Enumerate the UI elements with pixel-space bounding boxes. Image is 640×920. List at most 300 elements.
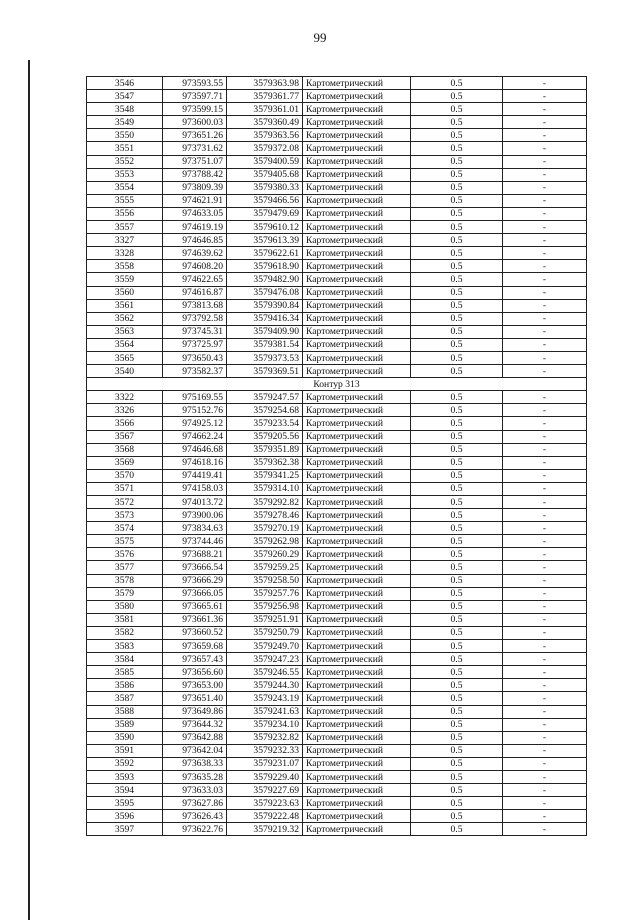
- contour-heading-row: [87, 378, 587, 391]
- y-coordinate-cell: 3579232.33: [227, 744, 303, 757]
- point-number-cell: 3597: [87, 823, 163, 836]
- precision-cell: 0.5: [411, 548, 503, 561]
- method-cell: Картометрический: [303, 391, 411, 404]
- point-number-cell: 3327: [87, 234, 163, 247]
- method-cell: Картометрический: [303, 731, 411, 744]
- x-coordinate-cell: 973660.52: [163, 626, 227, 639]
- method-cell: Картометрический: [303, 168, 411, 181]
- table-row: [87, 247, 587, 260]
- precision-cell: 0.5: [411, 718, 503, 731]
- y-coordinate-cell: 3579257.76: [227, 587, 303, 600]
- y-coordinate-cell: 3579232.82: [227, 731, 303, 744]
- y-coordinate-cell: 3579222.48: [227, 810, 303, 823]
- y-coordinate-cell: 3579258.50: [227, 574, 303, 587]
- note-cell: -: [503, 273, 587, 286]
- note-cell: -: [503, 443, 587, 456]
- table-row: [87, 207, 587, 220]
- point-number-cell: 3573: [87, 509, 163, 522]
- method-cell: Картометрический: [303, 129, 411, 142]
- method-cell: Картометрический: [303, 482, 411, 495]
- x-coordinate-cell: 973657.43: [163, 653, 227, 666]
- point-number-cell: 3575: [87, 535, 163, 548]
- point-number-cell: 3583: [87, 640, 163, 653]
- x-coordinate-cell: 974621.91: [163, 194, 227, 207]
- y-coordinate-cell: 3579363.56: [227, 129, 303, 142]
- x-coordinate-cell: 973649.86: [163, 705, 227, 718]
- x-coordinate-cell: 975169.55: [163, 391, 227, 404]
- table-row: [87, 522, 587, 535]
- y-coordinate-cell: 3579278.46: [227, 509, 303, 522]
- y-coordinate-cell: 3579416.34: [227, 312, 303, 325]
- precision-cell: 0.5: [411, 90, 503, 103]
- method-cell: Картометрический: [303, 155, 411, 168]
- table-row: [87, 640, 587, 653]
- point-number-cell: 3326: [87, 404, 163, 417]
- method-cell: Картометрический: [303, 600, 411, 613]
- coordinates-table: [86, 76, 587, 836]
- method-cell: Картометрический: [303, 325, 411, 338]
- table-row: [87, 338, 587, 351]
- note-cell: -: [503, 561, 587, 574]
- table-row: [87, 535, 587, 548]
- x-coordinate-cell: 973599.15: [163, 103, 227, 116]
- table-row: [87, 784, 587, 797]
- method-cell: Картометрический: [303, 705, 411, 718]
- precision-cell: 0.5: [411, 194, 503, 207]
- point-number-cell: 3565: [87, 351, 163, 364]
- table-row: [87, 155, 587, 168]
- y-coordinate-cell: 3579341.25: [227, 469, 303, 482]
- contour-title: Контур 313: [87, 378, 587, 391]
- table-row: [87, 482, 587, 495]
- y-coordinate-cell: 3579262.98: [227, 535, 303, 548]
- point-number-cell: 3595: [87, 797, 163, 810]
- y-coordinate-cell: 3579613.39: [227, 234, 303, 247]
- table-row: [87, 103, 587, 116]
- y-coordinate-cell: 3579372.08: [227, 142, 303, 155]
- y-coordinate-cell: 3579243.19: [227, 692, 303, 705]
- precision-cell: 0.5: [411, 351, 503, 364]
- y-coordinate-cell: 3579400.59: [227, 155, 303, 168]
- method-cell: Картометрический: [303, 640, 411, 653]
- table-row: [87, 365, 587, 378]
- method-cell: Картометрический: [303, 496, 411, 509]
- note-cell: -: [503, 417, 587, 430]
- table-row: [87, 325, 587, 338]
- point-number-cell: 3582: [87, 626, 163, 639]
- x-coordinate-cell: 974419.41: [163, 469, 227, 482]
- note-cell: -: [503, 692, 587, 705]
- point-number-cell: 3566: [87, 417, 163, 430]
- y-coordinate-cell: 3579409.90: [227, 325, 303, 338]
- method-cell: Картометрический: [303, 299, 411, 312]
- note-cell: -: [503, 600, 587, 613]
- table-row: [87, 181, 587, 194]
- note-cell: -: [503, 194, 587, 207]
- note-cell: -: [503, 168, 587, 181]
- point-number-cell: 3546: [87, 77, 163, 90]
- x-coordinate-cell: 974608.20: [163, 260, 227, 273]
- x-coordinate-cell: 974633.05: [163, 207, 227, 220]
- precision-cell: 0.5: [411, 496, 503, 509]
- y-coordinate-cell: 3579405.68: [227, 168, 303, 181]
- point-number-cell: 3593: [87, 770, 163, 783]
- y-coordinate-cell: 3579247.23: [227, 653, 303, 666]
- note-cell: -: [503, 325, 587, 338]
- y-coordinate-cell: 3579351.89: [227, 443, 303, 456]
- table-row: [87, 168, 587, 181]
- x-coordinate-cell: 973813.68: [163, 299, 227, 312]
- table-row: [87, 705, 587, 718]
- point-number-cell: 3587: [87, 692, 163, 705]
- method-cell: Картометрический: [303, 312, 411, 325]
- method-cell: Картометрический: [303, 810, 411, 823]
- method-cell: Картометрический: [303, 613, 411, 626]
- x-coordinate-cell: 973688.21: [163, 548, 227, 561]
- y-coordinate-cell: 3579249.70: [227, 640, 303, 653]
- x-coordinate-cell: 973642.88: [163, 731, 227, 744]
- note-cell: -: [503, 705, 587, 718]
- point-number-cell: 3571: [87, 482, 163, 495]
- table-row: [87, 417, 587, 430]
- point-number-cell: 3540: [87, 365, 163, 378]
- table-row: [87, 548, 587, 561]
- point-number-cell: 3550: [87, 129, 163, 142]
- note-cell: -: [503, 731, 587, 744]
- method-cell: Картометрический: [303, 116, 411, 129]
- precision-cell: 0.5: [411, 692, 503, 705]
- x-coordinate-cell: 973666.54: [163, 561, 227, 574]
- method-cell: Картометрический: [303, 181, 411, 194]
- x-coordinate-cell: 973622.76: [163, 823, 227, 836]
- table-row: [87, 469, 587, 482]
- precision-cell: 0.5: [411, 679, 503, 692]
- point-number-cell: 3569: [87, 456, 163, 469]
- point-number-cell: 3551: [87, 142, 163, 155]
- point-number-cell: 3328: [87, 247, 163, 260]
- precision-cell: 0.5: [411, 221, 503, 234]
- precision-cell: 0.5: [411, 168, 503, 181]
- note-cell: -: [503, 548, 587, 561]
- note-cell: -: [503, 404, 587, 417]
- y-coordinate-cell: 3579227.69: [227, 784, 303, 797]
- precision-cell: 0.5: [411, 129, 503, 142]
- note-cell: -: [503, 613, 587, 626]
- method-cell: Картометрический: [303, 417, 411, 430]
- y-coordinate-cell: 3579250.79: [227, 626, 303, 639]
- y-coordinate-cell: 3579234.10: [227, 718, 303, 731]
- note-cell: -: [503, 77, 587, 90]
- note-cell: -: [503, 365, 587, 378]
- precision-cell: 0.5: [411, 181, 503, 194]
- table-row: [87, 600, 587, 613]
- precision-cell: 0.5: [411, 522, 503, 535]
- note-cell: -: [503, 784, 587, 797]
- x-coordinate-cell: 973651.26: [163, 129, 227, 142]
- method-cell: Картометрический: [303, 338, 411, 351]
- method-cell: Картометрический: [303, 273, 411, 286]
- table-row: [87, 299, 587, 312]
- x-coordinate-cell: 973626.43: [163, 810, 227, 823]
- y-coordinate-cell: 3579466.56: [227, 194, 303, 207]
- method-cell: Картометрический: [303, 260, 411, 273]
- note-cell: -: [503, 496, 587, 509]
- y-coordinate-cell: 3579244.30: [227, 679, 303, 692]
- table-row: [87, 273, 587, 286]
- y-coordinate-cell: 3579476.08: [227, 286, 303, 299]
- point-number-cell: 3596: [87, 810, 163, 823]
- x-coordinate-cell: 973644.32: [163, 718, 227, 731]
- method-cell: Картометрический: [303, 351, 411, 364]
- note-cell: -: [503, 103, 587, 116]
- note-cell: -: [503, 469, 587, 482]
- point-number-cell: 3555: [87, 194, 163, 207]
- precision-cell: 0.5: [411, 273, 503, 286]
- y-coordinate-cell: 3579260.29: [227, 548, 303, 561]
- x-coordinate-cell: 973656.60: [163, 666, 227, 679]
- precision-cell: 0.5: [411, 640, 503, 653]
- note-cell: -: [503, 116, 587, 129]
- x-coordinate-cell: 974158.03: [163, 482, 227, 495]
- point-number-cell: 3563: [87, 325, 163, 338]
- x-coordinate-cell: 975152.76: [163, 404, 227, 417]
- method-cell: Картометрический: [303, 666, 411, 679]
- x-coordinate-cell: 974622.65: [163, 273, 227, 286]
- point-number-cell: 3562: [87, 312, 163, 325]
- y-coordinate-cell: 3579618.90: [227, 260, 303, 273]
- table-row: [87, 260, 587, 273]
- precision-cell: 0.5: [411, 600, 503, 613]
- point-number-cell: 3591: [87, 744, 163, 757]
- method-cell: Картометрический: [303, 286, 411, 299]
- point-number-cell: 3557: [87, 221, 163, 234]
- table-row: [87, 312, 587, 325]
- point-number-cell: 3322: [87, 391, 163, 404]
- precision-cell: 0.5: [411, 77, 503, 90]
- y-coordinate-cell: 3579233.54: [227, 417, 303, 430]
- x-coordinate-cell: 974646.68: [163, 443, 227, 456]
- y-coordinate-cell: 3579610.12: [227, 221, 303, 234]
- precision-cell: 0.5: [411, 325, 503, 338]
- method-cell: Картометрический: [303, 365, 411, 378]
- x-coordinate-cell: 973633.03: [163, 784, 227, 797]
- point-number-cell: 3547: [87, 90, 163, 103]
- method-cell: Картометрический: [303, 692, 411, 705]
- point-number-cell: 3568: [87, 443, 163, 456]
- note-cell: -: [503, 312, 587, 325]
- note-cell: -: [503, 391, 587, 404]
- precision-cell: 0.5: [411, 626, 503, 639]
- x-coordinate-cell: 973725.97: [163, 338, 227, 351]
- note-cell: -: [503, 810, 587, 823]
- y-coordinate-cell: 3579314.10: [227, 482, 303, 495]
- precision-cell: 0.5: [411, 757, 503, 770]
- precision-cell: 0.5: [411, 299, 503, 312]
- y-coordinate-cell: 3579256.98: [227, 600, 303, 613]
- table-row: [87, 770, 587, 783]
- table-row: [87, 509, 587, 522]
- x-coordinate-cell: 974662.24: [163, 430, 227, 443]
- y-coordinate-cell: 3579362.38: [227, 456, 303, 469]
- page-number: 99: [313, 30, 327, 45]
- note-cell: -: [503, 640, 587, 653]
- x-coordinate-cell: 973834.63: [163, 522, 227, 535]
- note-cell: -: [503, 90, 587, 103]
- point-number-cell: 3581: [87, 613, 163, 626]
- x-coordinate-cell: 973653.00: [163, 679, 227, 692]
- table-row: [87, 561, 587, 574]
- y-coordinate-cell: 3579219.32: [227, 823, 303, 836]
- point-number-cell: 3553: [87, 168, 163, 181]
- point-number-cell: 3561: [87, 299, 163, 312]
- point-number-cell: 3585: [87, 666, 163, 679]
- x-coordinate-cell: 973597.71: [163, 90, 227, 103]
- x-coordinate-cell: 974646.85: [163, 234, 227, 247]
- table-row: [87, 286, 587, 299]
- x-coordinate-cell: 973809.39: [163, 181, 227, 194]
- y-coordinate-cell: 3579390.84: [227, 299, 303, 312]
- method-cell: Картометрический: [303, 90, 411, 103]
- method-cell: Картометрический: [303, 784, 411, 797]
- point-number-cell: 3556: [87, 207, 163, 220]
- table-row: [87, 626, 587, 639]
- table-row: [87, 744, 587, 757]
- x-coordinate-cell: 973661.36: [163, 613, 227, 626]
- y-coordinate-cell: 3579479.69: [227, 207, 303, 220]
- table-row: [87, 430, 587, 443]
- x-coordinate-cell: 974925.12: [163, 417, 227, 430]
- table-row: [87, 90, 587, 103]
- point-number-cell: 3577: [87, 561, 163, 574]
- x-coordinate-cell: 973665.61: [163, 600, 227, 613]
- point-number-cell: 3549: [87, 116, 163, 129]
- method-cell: Картометрический: [303, 509, 411, 522]
- note-cell: -: [503, 744, 587, 757]
- precision-cell: 0.5: [411, 338, 503, 351]
- note-cell: -: [503, 522, 587, 535]
- precision-cell: 0.5: [411, 116, 503, 129]
- method-cell: Картометрический: [303, 194, 411, 207]
- precision-cell: 0.5: [411, 443, 503, 456]
- note-cell: -: [503, 574, 587, 587]
- x-coordinate-cell: 973659.68: [163, 640, 227, 653]
- note-cell: -: [503, 221, 587, 234]
- note-cell: -: [503, 718, 587, 731]
- x-coordinate-cell: 973593.55: [163, 77, 227, 90]
- note-cell: -: [503, 509, 587, 522]
- x-coordinate-cell: 973651.40: [163, 692, 227, 705]
- precision-cell: 0.5: [411, 404, 503, 417]
- note-cell: -: [503, 797, 587, 810]
- x-coordinate-cell: 973642.04: [163, 744, 227, 757]
- x-coordinate-cell: 974618.16: [163, 456, 227, 469]
- point-number-cell: 3589: [87, 718, 163, 731]
- y-coordinate-cell: 3579361.77: [227, 90, 303, 103]
- method-cell: Картометрический: [303, 221, 411, 234]
- note-cell: -: [503, 456, 587, 469]
- x-coordinate-cell: 973792.58: [163, 312, 227, 325]
- table-row: [87, 129, 587, 142]
- method-cell: Картометрический: [303, 797, 411, 810]
- table-row: [87, 731, 587, 744]
- method-cell: Картометрический: [303, 207, 411, 220]
- y-coordinate-cell: 3579229.40: [227, 770, 303, 783]
- method-cell: Картометрический: [303, 522, 411, 535]
- method-cell: Картометрический: [303, 823, 411, 836]
- table-row: [87, 194, 587, 207]
- precision-cell: 0.5: [411, 365, 503, 378]
- table-body: [87, 77, 587, 836]
- note-cell: -: [503, 823, 587, 836]
- precision-cell: 0.5: [411, 810, 503, 823]
- note-cell: -: [503, 129, 587, 142]
- precision-cell: 0.5: [411, 155, 503, 168]
- point-number-cell: 3552: [87, 155, 163, 168]
- note-cell: -: [503, 181, 587, 194]
- note-cell: -: [503, 247, 587, 260]
- precision-cell: 0.5: [411, 561, 503, 574]
- method-cell: Картометрический: [303, 142, 411, 155]
- x-coordinate-cell: 973635.28: [163, 770, 227, 783]
- note-cell: -: [503, 338, 587, 351]
- point-number-cell: 3580: [87, 600, 163, 613]
- method-cell: Картометрический: [303, 574, 411, 587]
- table-row: [87, 757, 587, 770]
- point-number-cell: 3560: [87, 286, 163, 299]
- precision-cell: 0.5: [411, 417, 503, 430]
- point-number-cell: 3572: [87, 496, 163, 509]
- precision-cell: 0.5: [411, 823, 503, 836]
- method-cell: Картометрический: [303, 770, 411, 783]
- point-number-cell: 3590: [87, 731, 163, 744]
- method-cell: Картометрический: [303, 404, 411, 417]
- table-row: [87, 234, 587, 247]
- x-coordinate-cell: 973731.62: [163, 142, 227, 155]
- x-coordinate-cell: 974616.87: [163, 286, 227, 299]
- method-cell: Картометрический: [303, 469, 411, 482]
- table-row: [87, 653, 587, 666]
- point-number-cell: 3548: [87, 103, 163, 116]
- note-cell: -: [503, 299, 587, 312]
- precision-cell: 0.5: [411, 312, 503, 325]
- note-cell: -: [503, 142, 587, 155]
- note-cell: -: [503, 535, 587, 548]
- method-cell: Картометрический: [303, 430, 411, 443]
- precision-cell: 0.5: [411, 535, 503, 548]
- point-number-cell: 3564: [87, 338, 163, 351]
- y-coordinate-cell: 3579369.51: [227, 365, 303, 378]
- table-row: [87, 613, 587, 626]
- point-number-cell: 3584: [87, 653, 163, 666]
- table-row: [87, 404, 587, 417]
- point-number-cell: 3576: [87, 548, 163, 561]
- precision-cell: 0.5: [411, 207, 503, 220]
- point-number-cell: 3554: [87, 181, 163, 194]
- x-coordinate-cell: 973744.46: [163, 535, 227, 548]
- x-coordinate-cell: 973666.05: [163, 587, 227, 600]
- y-coordinate-cell: 3579251.91: [227, 613, 303, 626]
- table-row: [87, 810, 587, 823]
- method-cell: Картометрический: [303, 548, 411, 561]
- table-row: [87, 116, 587, 129]
- precision-cell: 0.5: [411, 770, 503, 783]
- precision-cell: 0.5: [411, 430, 503, 443]
- precision-cell: 0.5: [411, 469, 503, 482]
- method-cell: Картометрический: [303, 443, 411, 456]
- y-coordinate-cell: 3579292.82: [227, 496, 303, 509]
- method-cell: Картометрический: [303, 587, 411, 600]
- method-cell: Картометрический: [303, 103, 411, 116]
